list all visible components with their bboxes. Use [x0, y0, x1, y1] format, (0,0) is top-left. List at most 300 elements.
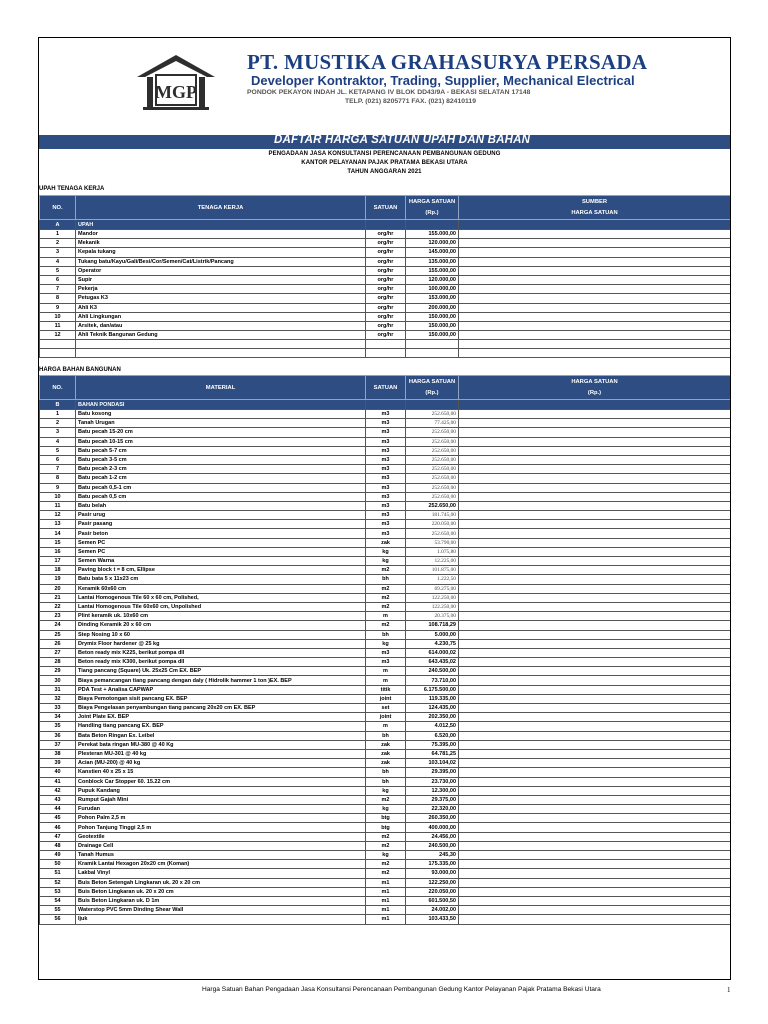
row-price: 75.395,00 — [406, 740, 459, 749]
row-item-name: Ahli Teknik Bangunan Gedung — [76, 331, 366, 340]
row-number: 51 — [40, 869, 76, 878]
row-source — [459, 639, 731, 648]
row-unit: kg — [366, 786, 406, 795]
row-source — [459, 538, 731, 547]
group-empty-cell — [366, 400, 406, 410]
table-row — [40, 303, 731, 312]
row-item-name: Pasir pasang — [76, 520, 366, 529]
row-number: 28 — [40, 658, 76, 667]
row-number: 38 — [40, 749, 76, 758]
row-number: 8 — [40, 474, 76, 483]
row-item-name: Batu pecah 3-5 cm — [76, 455, 366, 464]
row-number: 44 — [40, 805, 76, 814]
row-source — [459, 749, 731, 758]
row-unit: org/hr — [366, 294, 406, 303]
blank-cell — [76, 349, 366, 358]
row-unit: org/hr — [366, 321, 406, 330]
row-item-name: Pohon Palm 2,5 m — [76, 814, 366, 823]
row-source — [459, 584, 731, 593]
row-price: 240.500,00 — [406, 667, 459, 676]
row-source — [459, 248, 731, 257]
table-row — [40, 658, 731, 667]
row-price: 122.250,00 — [406, 602, 459, 611]
row-item-name: Beton ready mix K225, berikut pompa dll — [76, 648, 366, 657]
row-price: 23.730,00 — [406, 777, 459, 786]
table-row — [40, 455, 731, 464]
row-source — [459, 823, 731, 832]
row-source — [459, 759, 731, 768]
row-source — [459, 612, 731, 621]
table-row — [40, 230, 731, 239]
table-row — [40, 759, 731, 768]
row-number: 43 — [40, 795, 76, 804]
table-row — [40, 410, 731, 419]
row-source — [459, 731, 731, 740]
row-item-name: Ahli Lingkungan — [76, 312, 366, 321]
header-price-line2: (Rp.) — [425, 390, 439, 396]
row-unit: m1 — [366, 887, 406, 896]
row-item-name: Ijuk — [76, 915, 366, 924]
materials-section-title: HARGA BAHAN BANGUNAN — [39, 367, 121, 373]
row-number: 10 — [40, 492, 76, 501]
row-price: 252.650,00 — [406, 492, 459, 501]
row-price: 135.000,00 — [406, 257, 459, 266]
table-row — [40, 731, 731, 740]
row-unit: m3 — [366, 501, 406, 510]
table-row — [40, 465, 731, 474]
row-unit: m1 — [366, 915, 406, 924]
row-number: 54 — [40, 896, 76, 905]
header-unit: SATUAN — [366, 196, 406, 220]
row-item-name: PDA Test + Analisa CAPWAP — [76, 685, 366, 694]
subtitle-year: TAHUN ANGGARAN 2021 — [347, 169, 422, 175]
row-price: 145.000,00 — [406, 248, 459, 257]
row-item-name: Joint Plate EX. BEP — [76, 713, 366, 722]
blank-cell — [459, 340, 731, 349]
row-item-name: Operator — [76, 266, 366, 275]
row-unit: btg — [366, 814, 406, 823]
table-row — [40, 786, 731, 795]
row-item-name: Arsitek, dan/atau — [76, 321, 366, 330]
row-unit: m2 — [366, 841, 406, 850]
table-row — [40, 878, 731, 887]
row-source — [459, 547, 731, 556]
row-source — [459, 575, 731, 584]
row-number: 34 — [40, 713, 76, 722]
header-price-line2: (Rp.) — [425, 210, 439, 216]
row-unit: zak — [366, 749, 406, 758]
table-row — [40, 630, 731, 639]
row-price: 6.175.500,00 — [406, 685, 459, 694]
header-unit: SATUAN — [366, 376, 406, 400]
header-item: MATERIAL — [76, 376, 366, 400]
row-item-name: Drainage Cell — [76, 841, 366, 850]
row-item-name: Drymix Floor hardener @ 25 kg — [76, 639, 366, 648]
row-item-name: Biaya pemancangan tiang pancang dengan daly ( Hidrolik hammer 1 ton )EX. BEP — [76, 676, 366, 685]
table-row — [40, 694, 731, 703]
title-bar — [39, 135, 730, 149]
row-number: 20 — [40, 584, 76, 593]
row-number: 37 — [40, 740, 76, 749]
row-source — [459, 896, 731, 905]
row-item-name: Pupuk Kandang — [76, 786, 366, 795]
row-price: 108.718,29 — [406, 621, 459, 630]
row-source — [459, 713, 731, 722]
group-empty-cell — [406, 220, 459, 230]
row-unit: m1 — [366, 896, 406, 905]
row-unit: org/hr — [366, 275, 406, 284]
row-price: 202.350,00 — [406, 713, 459, 722]
table-row — [40, 593, 731, 602]
row-price: 124.435,00 — [406, 704, 459, 713]
labor-table-body — [40, 220, 731, 358]
row-item-name: Batu pecah 2-3 cm — [76, 465, 366, 474]
row-price: 240.500,00 — [406, 841, 459, 850]
row-item-name: Mandor — [76, 230, 366, 239]
row-unit: m2 — [366, 795, 406, 804]
row-source — [459, 437, 731, 446]
row-source — [459, 303, 731, 312]
row-unit: org/hr — [366, 285, 406, 294]
row-item-name: Supir — [76, 275, 366, 284]
row-price: 120.000,00 — [406, 239, 459, 248]
row-number: 2 — [40, 419, 76, 428]
header-source-line2: (Rp.) — [587, 390, 602, 396]
row-unit: bh — [366, 731, 406, 740]
row-unit: m3 — [366, 455, 406, 464]
row-item-name: Pasir beton — [76, 529, 366, 538]
row-number: 55 — [40, 906, 76, 915]
row-unit: org/hr — [366, 230, 406, 239]
row-price: 12.225,00 — [406, 557, 459, 566]
header-price — [406, 196, 459, 220]
header-source-line2: HARGA SATUAN — [571, 210, 618, 216]
row-unit: kg — [366, 547, 406, 556]
row-unit: org/hr — [366, 331, 406, 340]
table-row — [40, 795, 731, 804]
table-row — [40, 639, 731, 648]
row-item-name: Rumput Gajah Mini — [76, 795, 366, 804]
row-price: 150.000,00 — [406, 321, 459, 330]
materials-table-header — [40, 376, 731, 400]
row-source — [459, 768, 731, 777]
row-item-name: Step Nosing 10 x 60 — [76, 630, 366, 639]
row-item-name: Dinding Keramik 20 x 60 cm — [76, 621, 366, 630]
row-price: 220.050,00 — [406, 520, 459, 529]
row-item-name: Acian (MU-200) @ 40 kg — [76, 759, 366, 768]
row-unit: btg — [366, 823, 406, 832]
row-number: 7 — [40, 285, 76, 294]
row-number: 41 — [40, 777, 76, 786]
table-row — [40, 331, 731, 340]
row-price: 252.650,00 — [406, 446, 459, 455]
row-item-name: Keramik 60x60 cm — [76, 584, 366, 593]
row-number: 4 — [40, 437, 76, 446]
table-row — [40, 492, 731, 501]
row-unit: joint — [366, 694, 406, 703]
table-row — [40, 805, 731, 814]
row-number: 5 — [40, 446, 76, 455]
row-number: 32 — [40, 694, 76, 703]
row-unit: m3 — [366, 465, 406, 474]
row-number: 9 — [40, 303, 76, 312]
row-item-name: Batu pecah 10-15 cm — [76, 437, 366, 446]
row-source — [459, 869, 731, 878]
row-item-name: Buis Beton Lingkaran uk. D 1m — [76, 896, 366, 905]
logo-text: MGP — [155, 82, 197, 102]
row-item-name: Batu pecah 1-2 cm — [76, 474, 366, 483]
row-unit: m3 — [366, 446, 406, 455]
row-source — [459, 795, 731, 804]
row-number: 6 — [40, 275, 76, 284]
row-price: 73.710,00 — [406, 676, 459, 685]
row-price: 100.000,00 — [406, 285, 459, 294]
row-price: 155.000,00 — [406, 230, 459, 239]
blank-cell — [459, 349, 731, 358]
row-price: 245,30 — [406, 851, 459, 860]
header-item: TENAGA KERJA — [76, 196, 366, 220]
row-number: 24 — [40, 621, 76, 630]
materials-table — [39, 375, 731, 925]
row-unit: org/hr — [366, 248, 406, 257]
row-unit: m2 — [366, 584, 406, 593]
row-source — [459, 814, 731, 823]
row-number: 40 — [40, 768, 76, 777]
row-source — [459, 419, 731, 428]
table-row — [40, 685, 731, 694]
row-source — [459, 860, 731, 869]
group-name: BAHAN PONDASI — [76, 400, 366, 410]
row-item-name: Buis Beton Setengah Lingkaran uk. 20 x 20 cm — [76, 878, 366, 887]
table-row — [40, 713, 731, 722]
row-item-name: Tiang pancang (Square) Uk. 25x25 Cm EX. BEP — [76, 667, 366, 676]
header-price-line1: HARGA SATUAN — [408, 379, 456, 385]
row-price: 153.000,00 — [406, 294, 459, 303]
row-number: 9 — [40, 483, 76, 492]
table-row — [40, 566, 731, 575]
company-address: PONDOK PEKAYON INDAH JL. KETAPANG IV BLOK DD43/9A - BEKASI SELATAN 17148 — [247, 89, 531, 96]
row-source — [459, 239, 731, 248]
row-item-name: Furudan — [76, 805, 366, 814]
row-number: 8 — [40, 294, 76, 303]
row-unit: bh — [366, 777, 406, 786]
row-source — [459, 483, 731, 492]
table-row — [40, 312, 731, 321]
row-number: 13 — [40, 520, 76, 529]
row-price: 252.650,00 — [406, 428, 459, 437]
row-price: 120.000,00 — [406, 275, 459, 284]
row-item-name: Buis Beton Lingkaran uk. 20 x 20 cm — [76, 887, 366, 896]
row-item-name: Semen PC — [76, 538, 366, 547]
row-item-name: Pohon Tanjung Tinggi 2,5 m — [76, 823, 366, 832]
row-source — [459, 786, 731, 795]
row-number: 50 — [40, 860, 76, 869]
subtitle-project: PENGADAAN JASA KONSULTANSI PERENCANAAN PEMBANGUNAN GEDUNG — [268, 151, 501, 157]
row-source — [459, 906, 731, 915]
row-source — [459, 915, 731, 924]
labor-table — [39, 195, 731, 358]
row-source — [459, 331, 731, 340]
row-number: 1 — [40, 410, 76, 419]
table-row — [40, 896, 731, 905]
row-source — [459, 777, 731, 786]
table-row — [40, 501, 731, 510]
row-price: 200.000,00 — [406, 303, 459, 312]
row-source — [459, 878, 731, 887]
row-source — [459, 704, 731, 713]
row-number: 47 — [40, 832, 76, 841]
row-price: 20.375,00 — [406, 612, 459, 621]
row-item-name: Tanah Humus — [76, 851, 366, 860]
row-number: 17 — [40, 557, 76, 566]
row-unit: bh — [366, 630, 406, 639]
table-row — [40, 511, 731, 520]
row-unit: m3 — [366, 483, 406, 492]
row-source — [459, 428, 731, 437]
row-unit: m3 — [366, 492, 406, 501]
row-number: 56 — [40, 915, 76, 924]
materials-group-row — [40, 400, 731, 410]
row-unit: m3 — [366, 437, 406, 446]
row-unit: bh — [366, 768, 406, 777]
blank-cell — [406, 340, 459, 349]
row-item-name: Pasir urug — [76, 511, 366, 520]
row-source — [459, 285, 731, 294]
row-source — [459, 266, 731, 275]
row-item-name: Paving block t = 8 cm, Ellipse — [76, 566, 366, 575]
table-row — [40, 437, 731, 446]
row-number: 2 — [40, 239, 76, 248]
row-price: 1.222,50 — [406, 575, 459, 584]
row-price: 22.320,00 — [406, 805, 459, 814]
row-price: 101.875,00 — [406, 566, 459, 575]
header-price — [406, 376, 459, 400]
row-unit: m2 — [366, 593, 406, 602]
row-item-name: Petugas K3 — [76, 294, 366, 303]
row-number: 42 — [40, 786, 76, 795]
labor-table-header — [40, 196, 731, 220]
row-source — [459, 740, 731, 749]
table-row — [40, 257, 731, 266]
row-number: 4 — [40, 257, 76, 266]
row-unit: zak — [366, 538, 406, 547]
row-source — [459, 501, 731, 510]
table-row — [40, 575, 731, 584]
row-unit: m3 — [366, 529, 406, 538]
company-tagline: Developer Kontraktor, Trading, Supplier, Mechanical Electrical — [251, 73, 635, 88]
group-name: UPAH — [76, 220, 366, 230]
group-empty-cell — [366, 220, 406, 230]
row-item-name: Beton ready mix K300, berikut pompa dll — [76, 658, 366, 667]
row-source — [459, 887, 731, 896]
row-item-name: Kanstien 40 x 25 x 15 — [76, 768, 366, 777]
row-price: 175.335,00 — [406, 860, 459, 869]
row-unit: set — [366, 704, 406, 713]
row-unit: m3 — [366, 428, 406, 437]
row-number: 29 — [40, 667, 76, 676]
row-source — [459, 722, 731, 731]
row-unit: titik — [366, 685, 406, 694]
page-number: 1 — [727, 986, 731, 994]
table-row — [40, 275, 731, 284]
row-number: 12 — [40, 511, 76, 520]
row-item-name: Bata Beton Ringan Ex. Leibel — [76, 731, 366, 740]
table-row — [40, 419, 731, 428]
table-row — [40, 740, 731, 749]
row-price: 122.250,00 — [406, 878, 459, 887]
row-item-name: Batu pecah 5-7 cm — [76, 446, 366, 455]
row-number: 3 — [40, 248, 76, 257]
table-row — [40, 239, 731, 248]
row-number: 27 — [40, 648, 76, 657]
table-row — [40, 860, 731, 869]
row-unit: m2 — [366, 860, 406, 869]
row-source — [459, 557, 731, 566]
row-number: 14 — [40, 529, 76, 538]
row-price: 24.456,00 — [406, 832, 459, 841]
table-row — [40, 704, 731, 713]
row-item-name: Perekat bata ringan MU-380 @ 40 Kg — [76, 740, 366, 749]
row-price: 4.012,50 — [406, 722, 459, 731]
row-unit: m3 — [366, 658, 406, 667]
row-price: 6.520,00 — [406, 731, 459, 740]
row-source — [459, 321, 731, 330]
row-number: 16 — [40, 547, 76, 556]
row-item-name: Semen Warna — [76, 557, 366, 566]
row-item-name: Tanah Urugan — [76, 419, 366, 428]
row-price: 252.650,00 — [406, 483, 459, 492]
labor-group-row — [40, 220, 731, 230]
row-number: 36 — [40, 731, 76, 740]
row-number: 1 — [40, 230, 76, 239]
row-number: 46 — [40, 823, 76, 832]
row-item-name: Batu pecah 15-20 cm — [76, 428, 366, 437]
row-item-name: Lakbal Vinyl — [76, 869, 366, 878]
row-unit: joint — [366, 713, 406, 722]
row-price: 93.000,00 — [406, 869, 459, 878]
header-no: NO. — [40, 376, 76, 400]
row-unit: m2 — [366, 566, 406, 575]
row-source — [459, 602, 731, 611]
table-row — [40, 266, 731, 275]
row-number: 35 — [40, 722, 76, 731]
row-number: 12 — [40, 331, 76, 340]
row-source — [459, 312, 731, 321]
row-number: 31 — [40, 685, 76, 694]
table-row — [40, 612, 731, 621]
group-empty-cell — [459, 400, 731, 410]
row-price: 252.650,00 — [406, 529, 459, 538]
row-price: 4.230,75 — [406, 639, 459, 648]
row-unit: m3 — [366, 410, 406, 419]
header-source-line1: SUMBER — [581, 199, 608, 205]
header-source — [459, 376, 731, 400]
row-number: 18 — [40, 566, 76, 575]
table-row — [40, 823, 731, 832]
row-price: 260.350,00 — [406, 814, 459, 823]
row-source — [459, 566, 731, 575]
table-row — [40, 529, 731, 538]
row-price: 252.650,00 — [406, 437, 459, 446]
row-price: 181.745,00 — [406, 511, 459, 520]
row-price: 103.104,02 — [406, 759, 459, 768]
row-unit: m3 — [366, 419, 406, 428]
table-row — [40, 547, 731, 556]
row-price: 252.650,00 — [406, 501, 459, 510]
row-price: 64.781,25 — [406, 749, 459, 758]
row-item-name: Kramik Lantai Hexagon 20x20 cm (Koman) — [76, 860, 366, 869]
row-item-name: Waterstop PVC 5mm Dinding Shear Wall — [76, 906, 366, 915]
